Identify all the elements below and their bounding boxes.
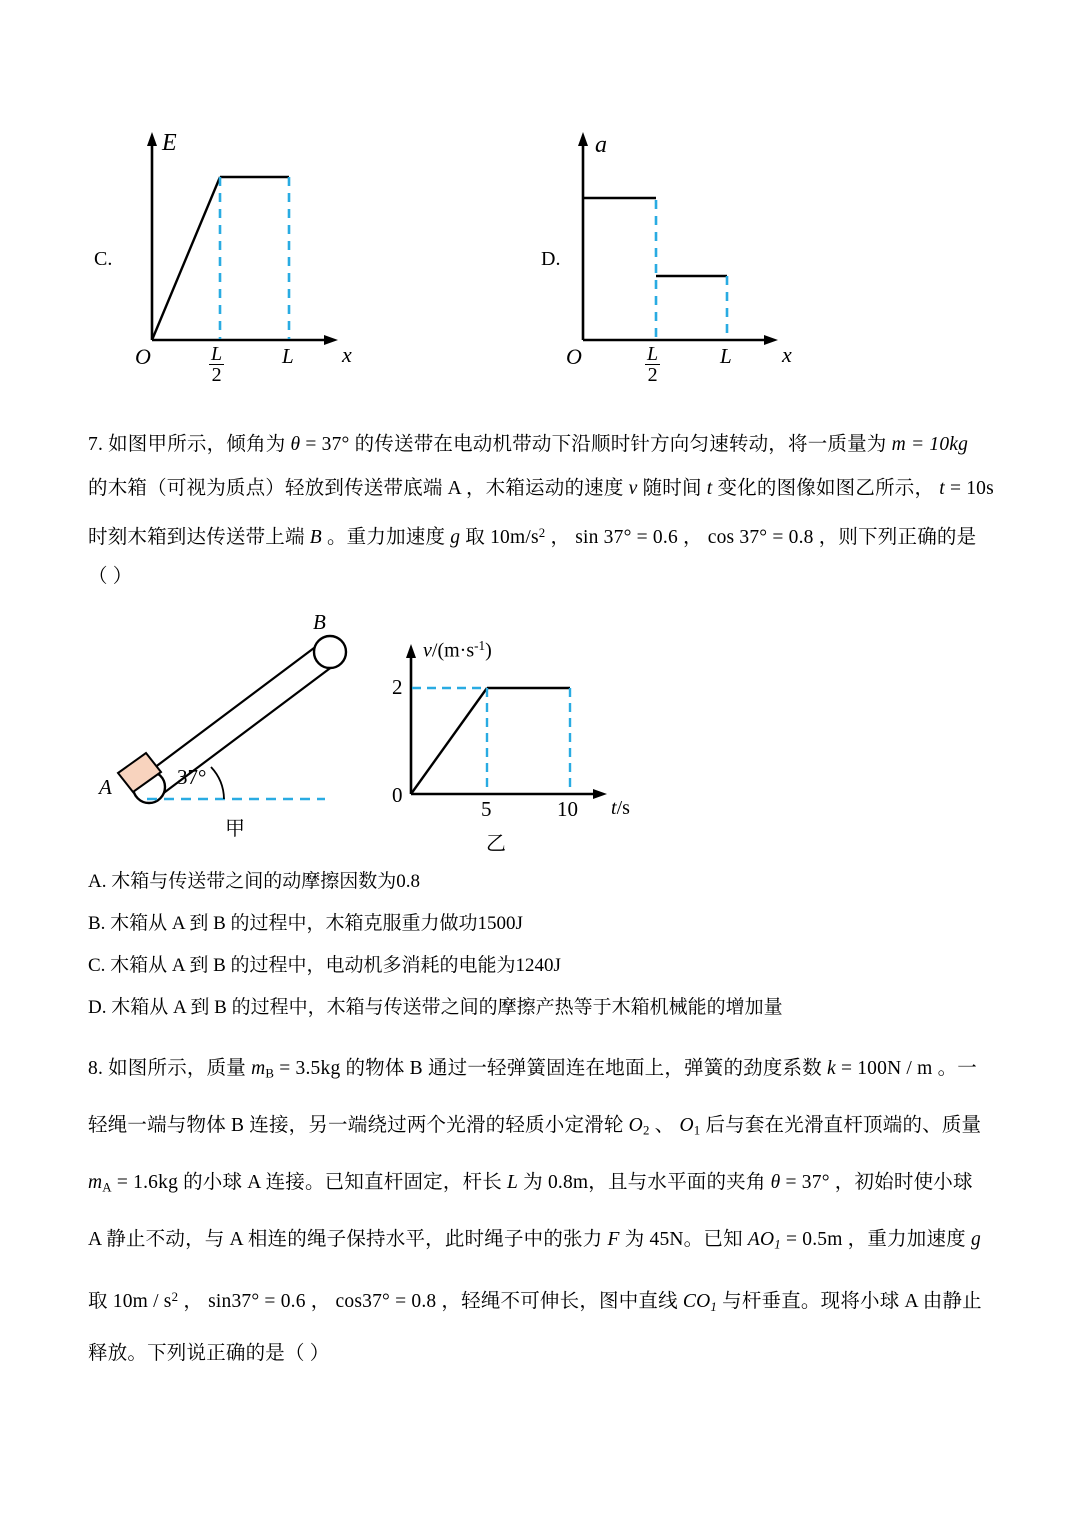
figure-c-tick-half-numerator: L (211, 343, 223, 365)
q7-l2-t3: 变化的图像如图乙所示， (712, 478, 940, 499)
figure-d-y-axis-label: a (595, 132, 607, 158)
q8-spring-constant-symbol: k (827, 1058, 836, 1079)
q7-mass-symbol: m (891, 434, 906, 455)
q7-time-symbol-2: t (939, 478, 945, 499)
question8-line-3 (88, 1161, 973, 1210)
q7-l3-t3: 取 10m/s (460, 527, 539, 549)
figure-yi-y-axis-unit: /(m·s (431, 639, 475, 662)
q8-l1-t1: 如图所示，质量 (108, 1058, 252, 1079)
figure-yi-y-axis-paren: ) (485, 639, 492, 662)
question7-line-3 (88, 511, 976, 560)
q8-mass-a-subscript: A (102, 1180, 112, 1195)
q8-l2-t1: 轻绳一端与物体 B 连接，另一端绕过两个光滑的轻质小定滑轮 (88, 1115, 629, 1136)
option-c-letter: C. (94, 248, 113, 270)
q7-option-b-text: B. 木箱从 A 到 B 的过程中，木箱克服重力做功1500J (88, 913, 523, 934)
figure-yi-y-axis-exponent: -1 (474, 638, 486, 653)
q8-l3-t3: ，初始时使小球 (829, 1172, 973, 1193)
figure-d-tick-half-numerator: L (647, 343, 659, 365)
figure-d-tick-half (645, 344, 660, 386)
question7-answer-blank (88, 555, 132, 599)
q8-tension-symbol: F (607, 1229, 620, 1250)
figure-c-tick-half-denominator: 2 (211, 364, 222, 387)
question7-option-d (88, 992, 783, 1019)
q7-blank-parens: （ ） (88, 566, 133, 587)
q8-number: 8. (88, 1058, 109, 1079)
figure-c-x-axis-label: x (342, 342, 352, 367)
q8-l4-t3: ，重力加速度 (842, 1229, 971, 1250)
q8-co1-symbol: CO (682, 1291, 711, 1313)
q7-option-d-text: D. 木箱从 A 到 B 的过程中，木箱与传送带之间的摩擦产热等于木箱机械能的增加量 (88, 997, 783, 1018)
q7-velocity-symbol: v (628, 478, 638, 499)
figure-option-d (535, 120, 855, 390)
figure-yi-x-axis-var: t (611, 797, 617, 819)
figure-yi-y-axis-label (423, 638, 492, 662)
question7-line-2 (88, 467, 994, 511)
figure-jia-label-a: A (99, 775, 112, 799)
figure-d-origin-label: O (566, 344, 582, 369)
q8-l2-t2: 、 (649, 1115, 680, 1136)
q8-l4-t1: A 静止不动，与 A 相连的绳子保持水平，此时绳子中的张力 (88, 1229, 608, 1250)
q8-l5-t2: ， sin37° = 0.6 ， cos37° = 0.8 ，轻绳不可伸长，图中直线 (178, 1291, 683, 1313)
question7-option-c (88, 950, 561, 977)
q8-l3-t2: 为 0.8m，且与水平面的夹角 (518, 1172, 771, 1193)
q8-pulley-o2-symbol: O (628, 1115, 643, 1136)
q8-spring-constant-value: = 100N / m (835, 1058, 933, 1079)
figure-jia-conveyor-belt (85, 605, 395, 845)
q8-ao1-value: = 0.5m (780, 1229, 843, 1250)
q8-gravity-symbol: g (970, 1229, 981, 1250)
figure-jia-label-b: B (313, 610, 326, 634)
q7-l2-t2: 随时间 (637, 478, 707, 499)
q8-co1-subscript: 1 (710, 1299, 718, 1314)
question8-line-4 (88, 1218, 981, 1267)
q8-l2-t3: 后与套在光滑直杆顶端的、质量 (700, 1115, 982, 1136)
q8-pulley-o2-subscript: 2 (642, 1123, 650, 1138)
figure-yi-y-axis-var: v (423, 639, 432, 662)
question8-line-5 (88, 1275, 982, 1329)
q7-option-a-text: A. 木箱与传送带之间的动摩擦因数为0.8 (88, 871, 420, 892)
figure-d-tick-full: L (720, 344, 732, 368)
q8-l1-t3: 。一 (932, 1058, 977, 1079)
figure-yi-velocity-time-graph (383, 630, 653, 855)
figure-c-y-axis-label: E (162, 130, 177, 156)
figure-yi-x-axis-unit: /s (616, 797, 630, 819)
q8-mass-a-value: = 1.6kg (111, 1172, 179, 1193)
q8-mass-a-symbol: m (88, 1172, 103, 1193)
figure-jia-svg (85, 605, 395, 845)
question8-line-6 (88, 1332, 329, 1376)
q8-l5-t1: 取 10m / s (88, 1291, 172, 1313)
figure-yi-x-tick-5: 5 (481, 797, 492, 821)
q7-time-symbol: t (706, 478, 713, 499)
figure-jia-caption: 甲 (225, 818, 245, 840)
q8-rod-length-symbol: L (507, 1172, 519, 1193)
q8-l4-t2: 为 45N。已知 (619, 1229, 748, 1250)
q7-theta-value: = 37° (300, 434, 350, 455)
figure-jia-angle-label: 37° (177, 765, 207, 789)
q8-l1-t2: 的物体 B 通过一轻弹簧固连在地面上，弹簧的劲度系数 (340, 1058, 828, 1079)
figure-yi-caption: 乙 (486, 833, 506, 855)
figure-d-tick-half-denominator: 2 (647, 364, 658, 387)
option-d-letter: D. (541, 248, 561, 270)
question8-line-2 (88, 1104, 981, 1153)
q8-l6-text: 释放。下列说正确的是（ ） (88, 1343, 330, 1364)
figure-c-origin-label: O (135, 344, 151, 369)
q7-mass-value: = 10kg (905, 434, 969, 455)
figure-yi-origin-label: 0 (392, 783, 403, 807)
q8-l3-t1: 的小球 A 连接。已知直杆固定，杆长 (178, 1172, 508, 1193)
q7-l1-t1: 如图甲所示，倾角为 (108, 434, 291, 455)
q7-theta: θ (290, 434, 301, 455)
question8-line-1 (88, 1047, 977, 1096)
figure-yi-x-axis-label (611, 797, 630, 820)
q8-pulley-o1-subscript: 1 (693, 1123, 701, 1138)
figure-yi-x-tick-10: 10 (557, 797, 578, 821)
figure-c-tick-half (209, 344, 224, 386)
figure-d-x-axis-label: x (782, 342, 792, 367)
q8-theta-value: = 37° (780, 1172, 830, 1193)
q7-l3-t2: 。重力加速度 (321, 527, 451, 549)
q7-gravity-symbol: g (450, 527, 461, 549)
question7-option-a (88, 866, 420, 893)
figure-d-svg (535, 120, 855, 390)
q8-mass-b-subscript: B (265, 1066, 275, 1081)
question7-line-1 (88, 423, 968, 467)
q7-gravity-unit-exponent: 2 (538, 526, 546, 540)
q8-theta-symbol: θ (770, 1172, 781, 1193)
q8-ao1-symbol: AO (747, 1229, 775, 1250)
q7-l3-t1: 时刻木箱到达传送带上端 (88, 527, 310, 549)
figure-option-c (90, 120, 410, 390)
question7-option-b (88, 908, 523, 935)
q7-l3-t4: ， sin 37° = 0.6 ， cos 37° = 0.8 ，则下列正确的是 (545, 527, 977, 549)
q7-l1-t2: 的传送带在电动机带动下沿顺时针方向匀速转动，将一质量为 (349, 434, 892, 455)
q7-l2-t1: 的木箱（可视为质点）轻放到传送带底端 A ，木箱运动的速度 (88, 478, 629, 499)
figure-c-tick-full: L (282, 344, 294, 368)
q8-mass-b-value: = 3.5kg (274, 1058, 341, 1079)
q8-gravity-unit-exponent: 2 (171, 1290, 179, 1304)
figure-yi-y-tick-2: 2 (392, 675, 403, 699)
q7-time-value: = 10s (944, 478, 994, 499)
q8-mass-b-symbol: m (251, 1058, 266, 1079)
q8-pulley-o1-symbol: O (679, 1115, 694, 1136)
q7-point-b: B (309, 527, 322, 549)
q8-l5-t3: 与杆垂直。现将小球 A 由静止 (717, 1291, 982, 1313)
q7-option-c-text: C. 木箱从 A 到 B 的过程中，电动机多消耗的电能为1240J (88, 955, 561, 976)
q8-ao1-subscript: 1 (774, 1237, 781, 1252)
q7-number: 7. (88, 434, 109, 455)
